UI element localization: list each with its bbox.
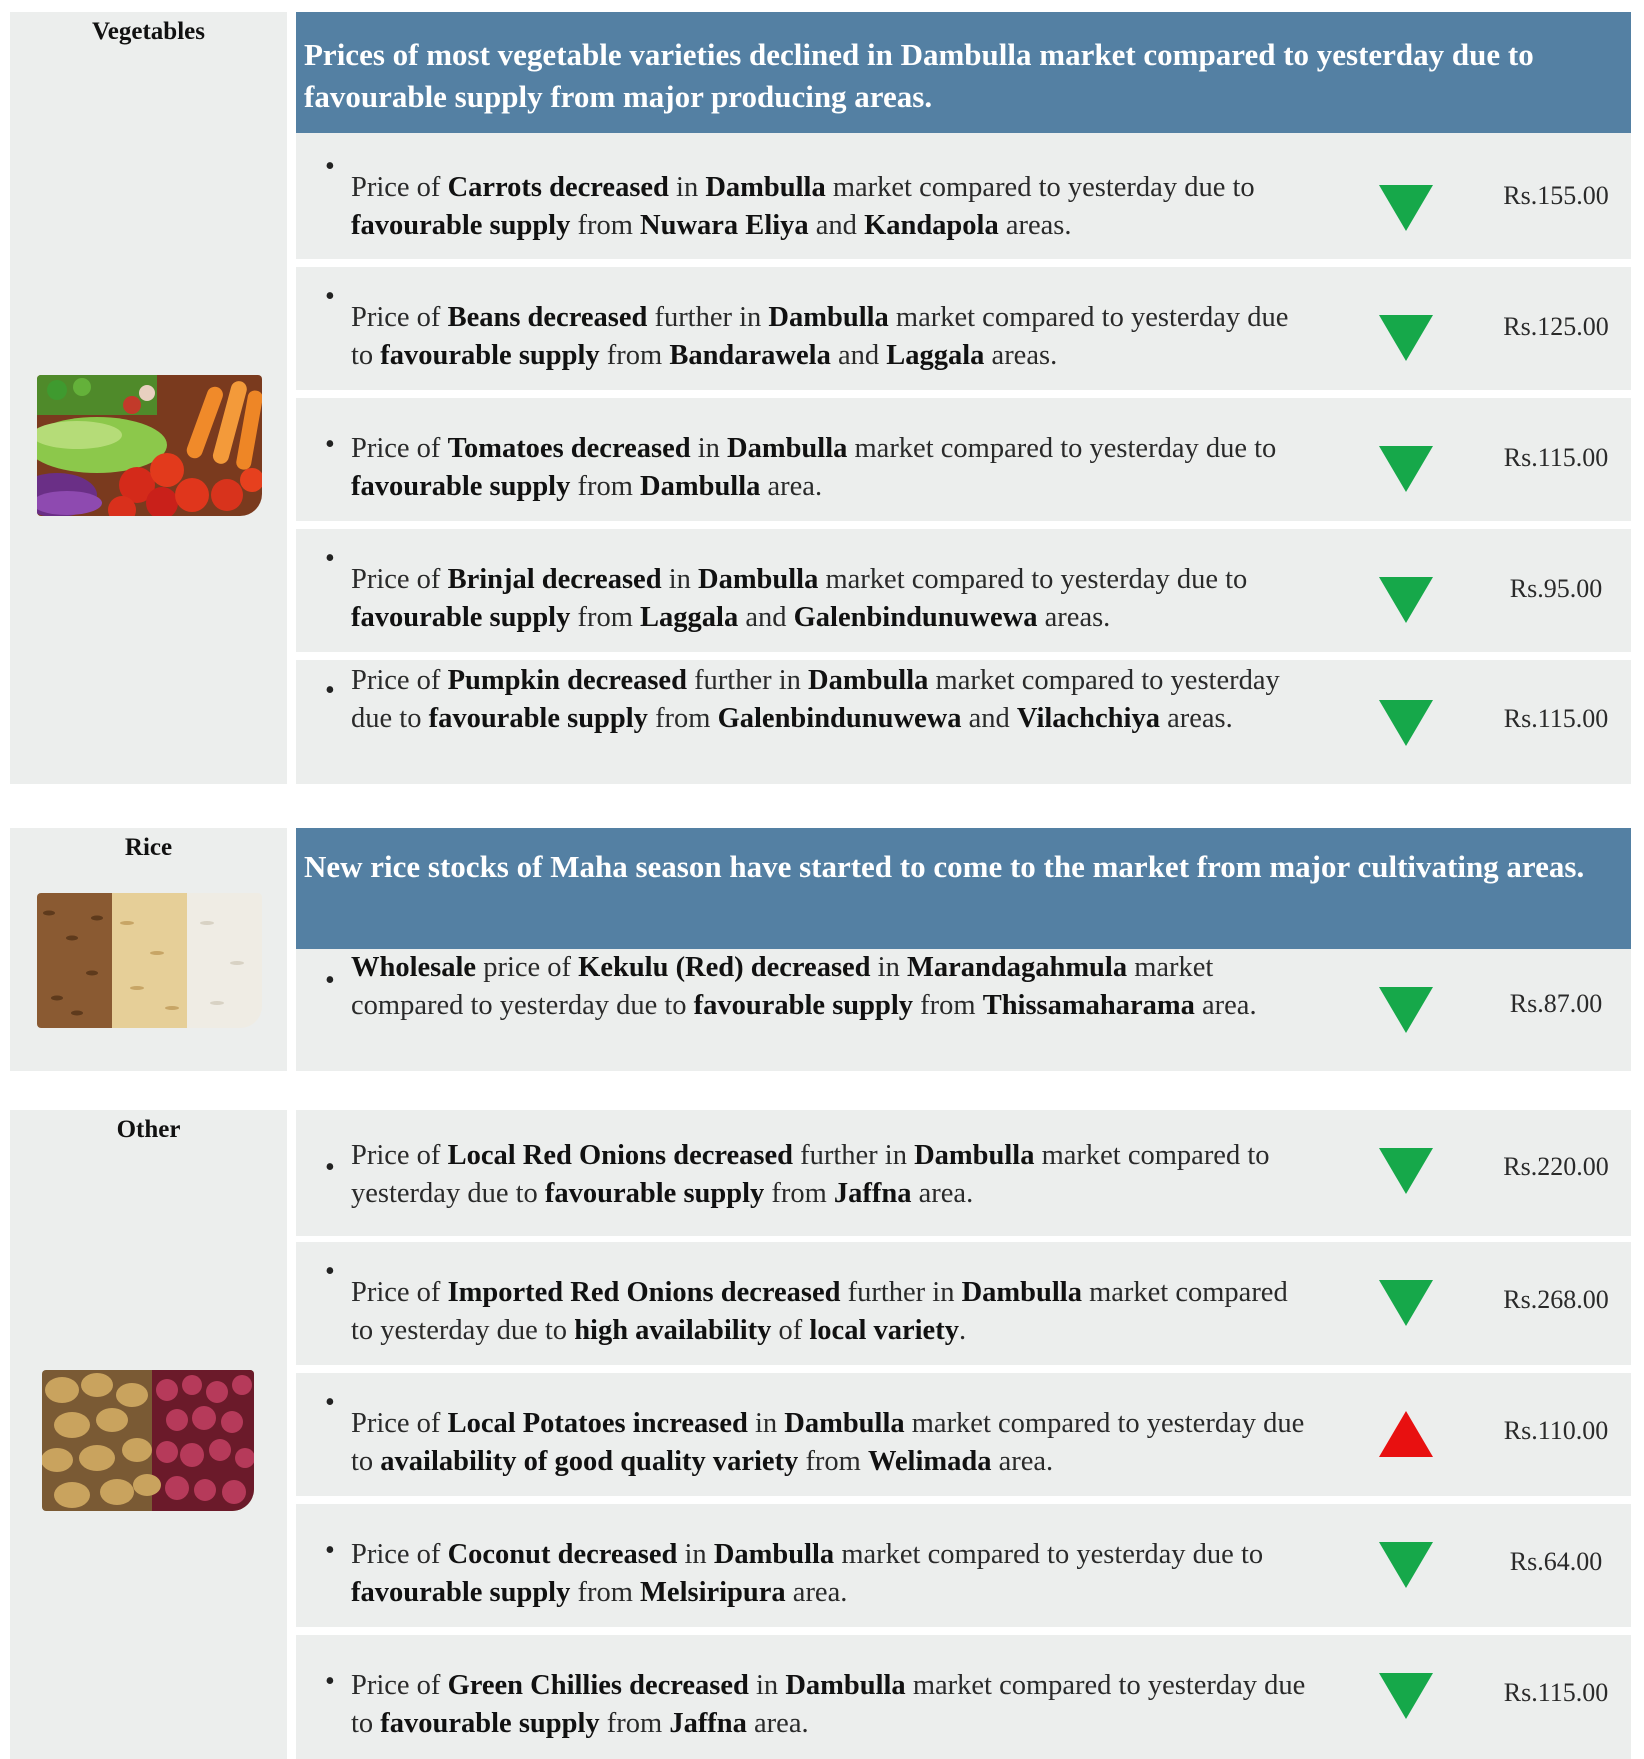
bold-text-segment: favourable supply	[380, 1708, 600, 1739]
other-row-local-potatoes	[296, 1373, 1631, 1496]
other-image	[42, 1370, 254, 1511]
item-price: Rs.95.00	[1509, 574, 1603, 603]
text-segment: from	[599, 1708, 670, 1739]
text-segment: Price of	[351, 302, 448, 333]
down-arrow-icon	[1379, 185, 1433, 231]
bold-text-segment: Bandarawela	[669, 340, 831, 371]
bold-text-segment: Brinjal decreased	[447, 564, 662, 595]
bold-text-segment: favourable supply	[380, 340, 600, 371]
text-segment: and	[830, 340, 887, 371]
bold-text-segment: high availability	[574, 1315, 772, 1346]
bold-text-segment: Dambulla	[784, 1408, 905, 1439]
text-segment: Price of	[351, 1539, 448, 1570]
item-price: Rs.64.00	[1509, 1547, 1603, 1576]
item-price: Rs.125.00	[1503, 312, 1609, 341]
item-description	[351, 561, 1311, 637]
other-row-local-red-onions	[296, 1110, 1631, 1236]
other-row-green-chillies	[296, 1635, 1631, 1759]
item-description	[351, 430, 1311, 506]
text-segment: area.	[785, 1577, 848, 1608]
text-segment: in	[668, 172, 706, 203]
down-arrow-icon	[1379, 315, 1433, 361]
rice-row-kekulu	[296, 949, 1631, 1071]
text-segment: from	[570, 602, 641, 633]
text-segment: areas.	[1037, 602, 1111, 633]
item-price: Rs.220.00	[1503, 1152, 1609, 1181]
item-description	[351, 1137, 1311, 1213]
bold-text-segment: Dambulla	[808, 665, 929, 696]
text-segment: .	[958, 1315, 967, 1346]
bold-text-segment: Galenbindunuwewa	[717, 703, 962, 734]
text-segment: Price of	[351, 433, 448, 464]
vegetables-category-panel	[10, 12, 287, 784]
text-segment: Price of	[351, 1277, 448, 1308]
bold-text-segment: Welimada	[867, 1446, 992, 1477]
item-description	[351, 949, 1311, 1025]
bullet: •	[325, 675, 335, 706]
other-row-coconut	[296, 1504, 1631, 1627]
text-segment: Price of	[351, 665, 448, 696]
rice-section	[10, 828, 1631, 1071]
bullet: •	[325, 543, 335, 574]
bold-text-segment: Dambulla	[785, 1670, 906, 1701]
text-segment: from	[647, 703, 718, 734]
text-segment: Price of	[351, 1140, 448, 1171]
text-segment: and	[961, 703, 1017, 734]
text-segment: area.	[760, 471, 823, 502]
bold-text-segment: local variety	[809, 1315, 959, 1346]
bullet: •	[325, 281, 335, 312]
bold-text-segment: Dambulla	[705, 172, 826, 203]
bold-text-segment: Dambulla	[697, 564, 819, 595]
item-price: Rs.115.00	[1503, 443, 1609, 472]
text-segment: in	[690, 433, 727, 464]
bold-text-segment: Beans decreased	[447, 302, 648, 333]
item-description	[351, 1536, 1311, 1612]
bold-text-segment: Jaffna	[833, 1178, 912, 1209]
bullet: •	[325, 965, 335, 996]
rice-image	[37, 893, 262, 1028]
text-segment: further in	[647, 302, 769, 333]
up-arrow-icon	[1379, 1411, 1433, 1457]
text-segment: Price of	[351, 1408, 448, 1439]
text-segment: area.	[746, 1708, 809, 1739]
item-description	[351, 1667, 1311, 1743]
text-segment: further in	[686, 665, 809, 696]
text-segment: market compared to yesterday due to	[847, 433, 1277, 464]
item-description	[351, 1274, 1311, 1350]
text-segment: from	[599, 340, 670, 371]
item-description	[351, 299, 1311, 375]
bold-text-segment: Kekulu (Red) decreased	[578, 952, 871, 983]
bold-text-segment: favourable supply	[351, 471, 571, 502]
text-segment: market compared to yesterday due to	[351, 1670, 1306, 1739]
text-segment: in	[748, 1670, 786, 1701]
text-segment: from	[570, 1577, 641, 1608]
bold-text-segment: Coconut decreased	[447, 1539, 678, 1570]
bold-text-segment: Laggala	[640, 602, 739, 633]
text-segment: market compared to yesterday due to	[818, 564, 1248, 595]
text-segment: from	[798, 1446, 868, 1477]
vegetables-row-beans	[296, 267, 1631, 390]
text-segment: Price of	[351, 172, 448, 203]
item-price: Rs.110.00	[1503, 1416, 1609, 1445]
bold-text-segment: Pumpkin decreased	[447, 665, 687, 696]
bullet: •	[325, 1152, 335, 1183]
bold-text-segment: favourable supply	[428, 703, 648, 734]
text-segment: areas.	[998, 210, 1072, 241]
bold-text-segment: Dambulla	[713, 1539, 835, 1570]
down-arrow-icon	[1379, 1148, 1433, 1194]
bullet: •	[325, 1666, 335, 1697]
bold-text-segment: Vilachchiya	[1016, 703, 1160, 734]
bold-text-segment: Galenbindunuwewa	[793, 602, 1038, 633]
bold-text-segment: favourable supply	[693, 990, 914, 1021]
bold-text-segment: favourable supply	[351, 602, 571, 633]
text-segment: market compared to yesterday due to	[351, 1277, 1288, 1346]
text-segment: area.	[911, 1178, 974, 1209]
text-segment: market compared to yesterday due to	[825, 172, 1255, 203]
item-price: Rs.87.00	[1509, 989, 1603, 1018]
bold-text-segment: favourable supply	[544, 1178, 765, 1209]
text-segment: in	[677, 1539, 714, 1570]
rice-summary-banner: New rice stocks of Maha season have started to come to the market from major cultivating areas.	[296, 828, 1631, 949]
text-segment: market compared to yesterday due to	[351, 665, 1280, 734]
down-arrow-icon	[1379, 1673, 1433, 1719]
text-segment: area.	[1194, 990, 1257, 1021]
bold-text-segment: Jaffna	[669, 1708, 747, 1739]
text-segment: in	[661, 564, 698, 595]
text-segment: areas.	[1159, 703, 1233, 734]
down-arrow-icon	[1379, 577, 1433, 623]
bold-text-segment: Nuwara Eliya	[640, 210, 809, 241]
bold-text-segment: Dambulla	[727, 433, 848, 464]
bold-text-segment: Dambulla	[640, 471, 761, 502]
text-segment: market compared to yesterday due to	[834, 1539, 1264, 1570]
bold-text-segment: Wholesale	[351, 952, 477, 983]
bold-text-segment: Marandagahmula	[906, 952, 1128, 983]
item-description	[351, 662, 1311, 738]
bold-text-segment: Kandapola	[864, 210, 999, 241]
text-segment: and	[808, 210, 865, 241]
down-arrow-icon	[1379, 987, 1433, 1033]
text-segment: market compared to yesterday due to	[351, 302, 1289, 371]
bold-text-segment: Green Chillies decreased	[447, 1670, 749, 1701]
bold-text-segment: Local Potatoes increased	[447, 1408, 748, 1439]
bold-text-segment: Dambulla	[961, 1277, 1082, 1308]
text-segment: in	[747, 1408, 785, 1439]
text-segment: from	[764, 1178, 834, 1209]
item-price: Rs.155.00	[1503, 181, 1609, 210]
vegetables-section	[10, 12, 1631, 784]
bold-text-segment: Dambulla	[914, 1140, 1035, 1171]
bold-text-segment: availability of good quality variety	[380, 1446, 799, 1477]
rice-title: Rice	[124, 834, 173, 861]
text-segment: Price of	[351, 564, 448, 595]
item-price: Rs.115.00	[1503, 704, 1609, 733]
bold-text-segment: Laggala	[886, 340, 985, 371]
text-segment: Price of	[351, 1670, 448, 1701]
text-segment: market compared to yesterday due to	[351, 1408, 1305, 1477]
text-segment: in	[870, 952, 907, 983]
bold-text-segment: Tomatoes decreased	[447, 433, 691, 464]
bullet: •	[325, 429, 335, 460]
vegetables-row-tomatoes	[296, 398, 1631, 521]
text-segment: market compared to yesterday due to	[351, 1140, 1270, 1209]
other-section	[10, 1110, 1631, 1759]
bullet: •	[325, 151, 335, 182]
bold-text-segment: favourable supply	[351, 1577, 571, 1608]
bold-text-segment: Carrots decreased	[447, 172, 669, 203]
text-segment: of	[771, 1315, 810, 1346]
text-segment: further in	[793, 1140, 915, 1171]
bold-text-segment: Dambulla	[768, 302, 889, 333]
vegetables-title: Vegetables	[92, 18, 205, 45]
text-segment: from	[913, 990, 983, 1021]
item-price: Rs.115.00	[1503, 1678, 1609, 1707]
item-description	[351, 169, 1311, 245]
item-description	[351, 1405, 1311, 1481]
bullet: •	[325, 1535, 335, 1566]
bullet: •	[325, 1256, 335, 1287]
other-title: Other	[116, 1116, 181, 1143]
text-segment: from	[570, 471, 641, 502]
vegetables-row-carrots	[296, 133, 1631, 259]
text-segment: market compared to yesterday due to	[351, 952, 1214, 1021]
bold-text-segment: Thissamaharama	[982, 990, 1195, 1021]
text-segment: area.	[991, 1446, 1054, 1477]
vegetables-summary-banner: Prices of most vegetable varieties declined in Dambulla market compared to yesterday due to favourable supply from major producing areas.	[296, 12, 1631, 133]
bold-text-segment: Local Red Onions decreased	[447, 1140, 793, 1171]
text-segment: price of	[476, 952, 579, 983]
rice-category-panel	[10, 828, 287, 1071]
other-category-panel	[10, 1110, 287, 1759]
bold-text-segment: favourable supply	[351, 210, 571, 241]
item-price: Rs.268.00	[1503, 1285, 1609, 1314]
down-arrow-icon	[1379, 700, 1433, 746]
text-segment: areas.	[984, 340, 1058, 371]
text-segment: from	[570, 210, 641, 241]
vegetables-row-brinjal	[296, 529, 1631, 652]
vegetables-image	[37, 375, 262, 516]
down-arrow-icon	[1379, 1280, 1433, 1326]
bold-text-segment: Melsiripura	[640, 1577, 786, 1608]
bullet: •	[325, 1387, 335, 1418]
vegetables-row-pumpkin	[296, 660, 1631, 784]
other-row-imported-red-onions	[296, 1242, 1631, 1365]
bold-text-segment: Imported Red Onions decreased	[447, 1277, 841, 1308]
text-segment: and	[738, 602, 794, 633]
text-segment: further in	[840, 1277, 962, 1308]
down-arrow-icon	[1379, 1542, 1433, 1588]
down-arrow-icon	[1379, 446, 1433, 492]
